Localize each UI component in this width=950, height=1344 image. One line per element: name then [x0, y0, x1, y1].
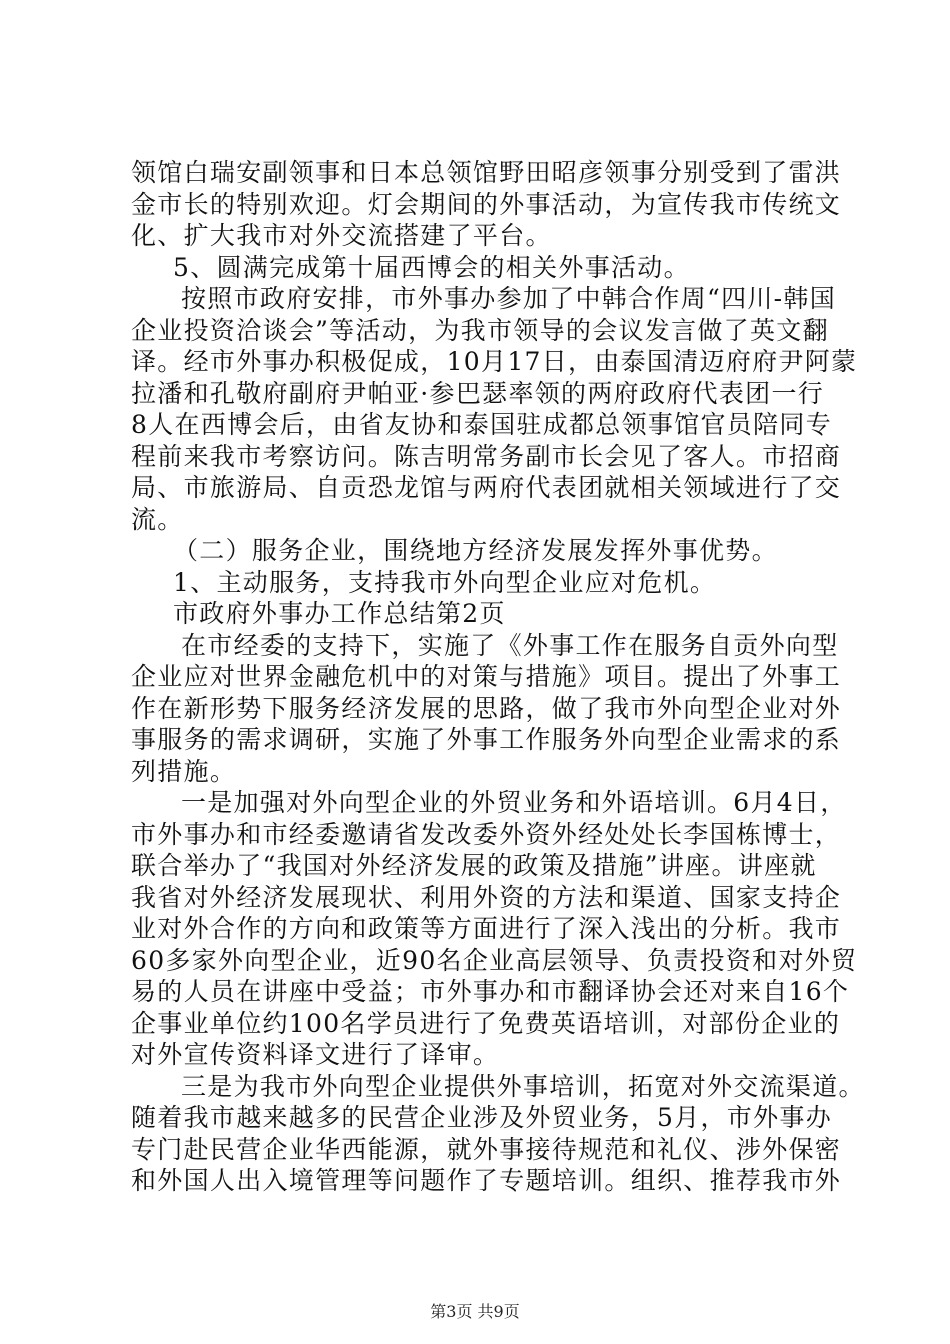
- text-line: 局、市旅游局、自贡恐龙馆与两府代表团就相关领域进行了交: [131, 473, 842, 502]
- text-line: 金市长的特别欢迎。灯会期间的外事活动，为宣传我市传统文: [131, 189, 842, 219]
- text-line: 拉潘和孔敬府副府尹帕亚·参巴瑟率领的两府政府代表团一行: [131, 378, 825, 408]
- text-line: 事服务的需求调研，实施了外事工作服务外向型企业需求的系: [131, 725, 842, 754]
- text-line: 联合举办了“我国对外经济发展的政策及措施”讲座。讲座就: [131, 851, 817, 880]
- text-line: 业对外合作的方向和政策等方面进行了深入浅出的分析。我市: [131, 914, 842, 943]
- text-line: 60多家外向型企业，近90名企业高层领导、负责投资和对外贸: [131, 945, 858, 975]
- inline-page-note: 市政府外事办工作总结第2页: [173, 599, 506, 628]
- section-heading: （二）服务企业，围绕地方经济发展发挥外事优势。: [173, 536, 778, 565]
- text-line: 我省对外经济发展现状、利用外资的方法和渠道、国家支持企: [131, 882, 842, 912]
- text-line: 专门赴民营企业华西能源，就外事接待规范和礼仪、涉外保密: [131, 1134, 842, 1164]
- page-footer: 第3页 共9页: [430, 1302, 520, 1321]
- text-line: 企事业单位约100名学员进行了免费英语培训，对部份企业的: [131, 1008, 841, 1038]
- text-line: 程前来我市考察访问。陈吉明常务副市长会见了客人。市招商: [131, 441, 842, 471]
- subsection-heading: 1、主动服务，支持我市外向型企业应对危机。: [173, 567, 717, 597]
- text-line: 对外宣传资料译文进行了译审。: [131, 1040, 500, 1069]
- text-line: 化、扩大我市对外交流搭建了平台。: [131, 221, 552, 250]
- text-line: 在市经委的支持下，实施了《外事工作在服务自贡外向型: [181, 630, 839, 660]
- text-line: 作在新形势下服务经济发展的思路，做了我市外向型企业对外: [131, 693, 842, 723]
- text-line: 流。: [131, 504, 184, 534]
- text-line: 按照市政府安排，市外事办参加了中韩合作周“四川-韩国: [181, 284, 837, 313]
- text-line: 三是为我市外向型企业提供外事培训，拓宽对外交流渠道。: [181, 1071, 865, 1101]
- body-text: [131, 157, 865, 1197]
- text-line: 5、圆满完成第十届西博会的相关外事活动。: [173, 252, 690, 282]
- text-line: 8人在西博会后，由省友协和泰国驻成都总领事馆官员陪同专: [131, 410, 833, 439]
- text-line: 译。经市外事办积极促成，10月17日，由泰国清迈府府尹阿蒙: [131, 347, 858, 376]
- text-line: 一是加强对外向型企业的外贸业务和外语培训。6月4日，: [181, 788, 847, 817]
- text-line: 领馆白瑞安副领事和日本总领馆野田昭彦领事分别受到了雷洪: [131, 158, 842, 187]
- text-line: 企业应对世界金融危机中的对策与措施》项目。提出了外事工: [131, 662, 842, 691]
- text-line: 随着我市越来越多的民营企业涉及外贸业务，5月，市外事办: [131, 1103, 833, 1132]
- text-line: 市外事办和市经委邀请省发改委外资外经处处长李国栋博士，: [131, 819, 842, 849]
- text-line: 和外国人出入境管理等问题作了专题培训。组织、推荐我市外: [131, 1166, 842, 1195]
- text-line: 列措施。: [131, 756, 237, 786]
- text-line: 易的人员在讲座中受益；市外事办和市翻译协会还对来自16个: [131, 977, 850, 1006]
- text-line: 企业投资洽谈会”等活动，为我市领导的会议发言做了英文翻: [131, 315, 829, 345]
